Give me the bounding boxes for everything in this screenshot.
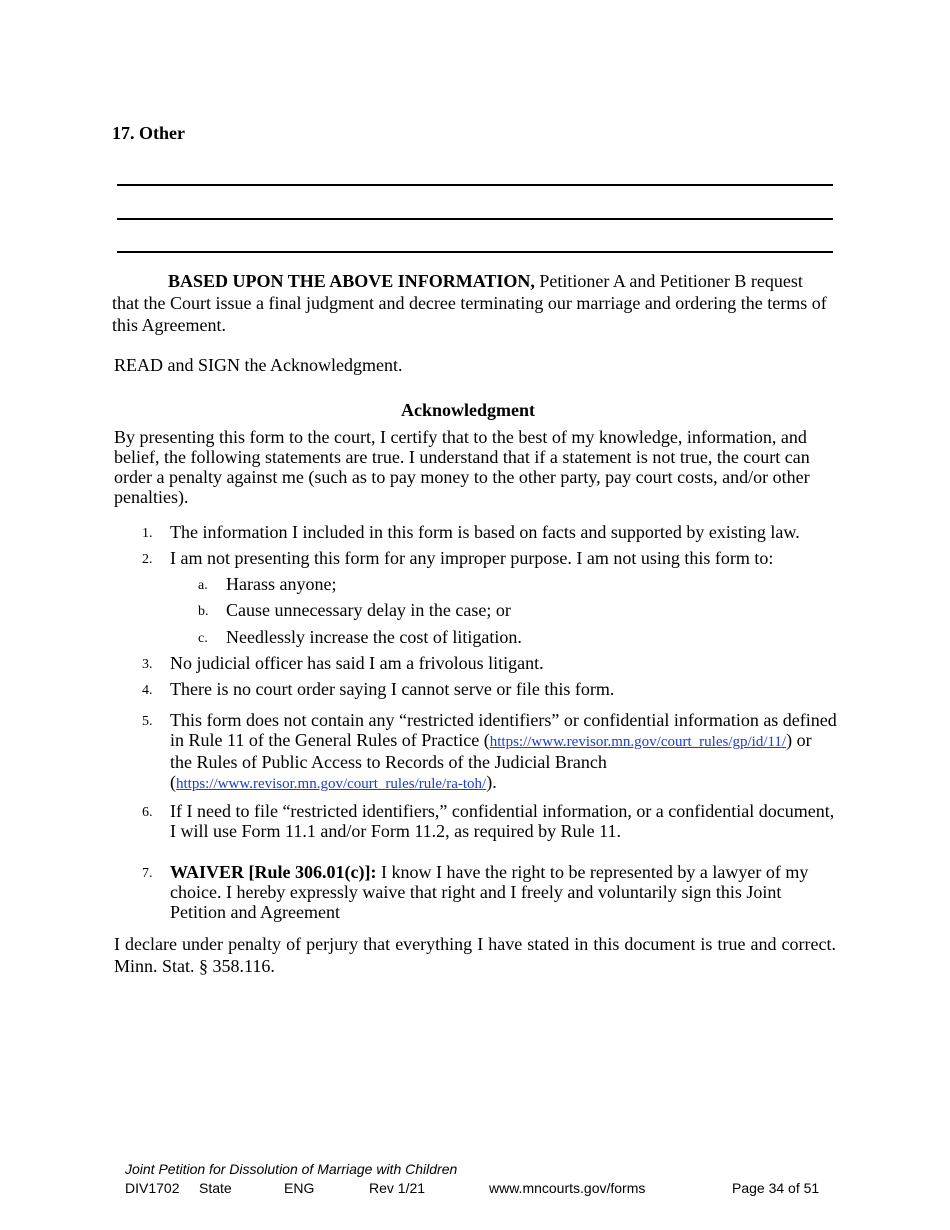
- request-text: Petitioner A and Petitioner B request that the Court issue a final judgment and decree terminating our marriage and ordering the terms of this Agreement.: [112, 271, 827, 335]
- list-number: 1.: [142, 526, 153, 541]
- list-item-text: If I need to file “restricted identifiers,” confidential information, or a confidential document, I will use Form 11.1 and/or Form 11.2, as required by Rule 11.: [170, 801, 835, 841]
- general-rules-link[interactable]: https://www.revisor.mn.gov/court_rules/gp/id/11/: [489, 734, 787, 750]
- footer-website: www.mncourts.gov/forms: [489, 1180, 646, 1196]
- read-sign-instruction: READ and SIGN the Acknowledgment.: [114, 355, 403, 375]
- footer-jurisdiction: State: [199, 1180, 232, 1196]
- blank-line-3[interactable]: [117, 251, 833, 253]
- waiver-bold-lead: WAIVER [Rule 306.01(c)]:: [170, 862, 377, 882]
- item-5-text-a: This form does not contain any “restricted identifiers” or confidential information as defined in Rule 11 of the General Rules of Practice (: [170, 710, 837, 750]
- footer-page-number: Page 34 of 51: [732, 1180, 820, 1196]
- list-item-text: There is no court order saying I cannot serve or file this form.: [170, 679, 615, 699]
- blank-line-2[interactable]: [117, 218, 833, 220]
- list-number: 7.: [142, 866, 153, 881]
- acknowledgment-title: Acknowledgment: [401, 400, 535, 420]
- sub-list-item-text: Harass anyone;: [226, 574, 337, 594]
- list-number: 4.: [142, 683, 153, 698]
- item-5-text-c: ).: [486, 772, 497, 792]
- footer-revision: Rev 1/21: [369, 1180, 426, 1196]
- sub-list-item-text: Needlessly increase the cost of litigation.: [226, 627, 522, 647]
- item-5-text-b: ) or the Rules of Public Access to Records of the Judicial Branch (: [170, 730, 812, 792]
- sub-list-letter: c.: [198, 631, 208, 646]
- list-number: 5.: [142, 714, 153, 729]
- public-access-rules-link[interactable]: https://www.revisor.mn.gov/court_rules/rule/ra-toh/: [176, 776, 487, 792]
- list-item-text: [170, 710, 838, 794]
- blank-line-1[interactable]: [117, 184, 833, 186]
- acknowledgment-intro: By presenting this form to the court, I certify that to the best of my knowledge, information, and belief, the following statements are true. I understand that if a statement is not true, the court can order a penalty against me (such as to pay money to the other party, pay court costs, and/or other penalties).: [114, 427, 810, 507]
- footer-form-id: DIV1702: [125, 1180, 180, 1196]
- sub-list-item-text: Cause unnecessary delay in the case; or: [226, 600, 511, 620]
- list-number: 3.: [142, 657, 153, 672]
- section-title: 17. Other: [112, 123, 185, 143]
- sub-list-letter: b.: [198, 604, 209, 619]
- list-item-text: The information I included in this form is based on facts and supported by existing law.: [170, 522, 800, 542]
- footer-language: ENG: [284, 1180, 315, 1196]
- footer-form-title: Joint Petition for Dissolution of Marriage with Children: [125, 1161, 458, 1177]
- list-item-text: I am not presenting this form for any improper purpose. I am not using this form to:: [170, 548, 774, 568]
- list-number: 2.: [142, 552, 153, 567]
- waiver-text: I know I have the right to be represented by a lawyer of my choice. I hereby expressly waive that right and I freely and voluntarily sign this Joint Petition and Agreement: [170, 862, 809, 922]
- list-item-text: No judicial officer has said I am a frivolous litigant.: [170, 653, 544, 673]
- request-bold-lead: BASED UPON THE ABOVE INFORMATION,: [168, 271, 535, 291]
- perjury-declaration: I declare under penalty of perjury that everything I have stated in this document is true and correct. Minn. Stat. § 358.116.: [114, 934, 836, 976]
- list-item-text: [170, 862, 838, 922]
- request-paragraph: [112, 270, 832, 336]
- sub-list-letter: a.: [198, 578, 208, 593]
- list-number: 6.: [142, 805, 153, 820]
